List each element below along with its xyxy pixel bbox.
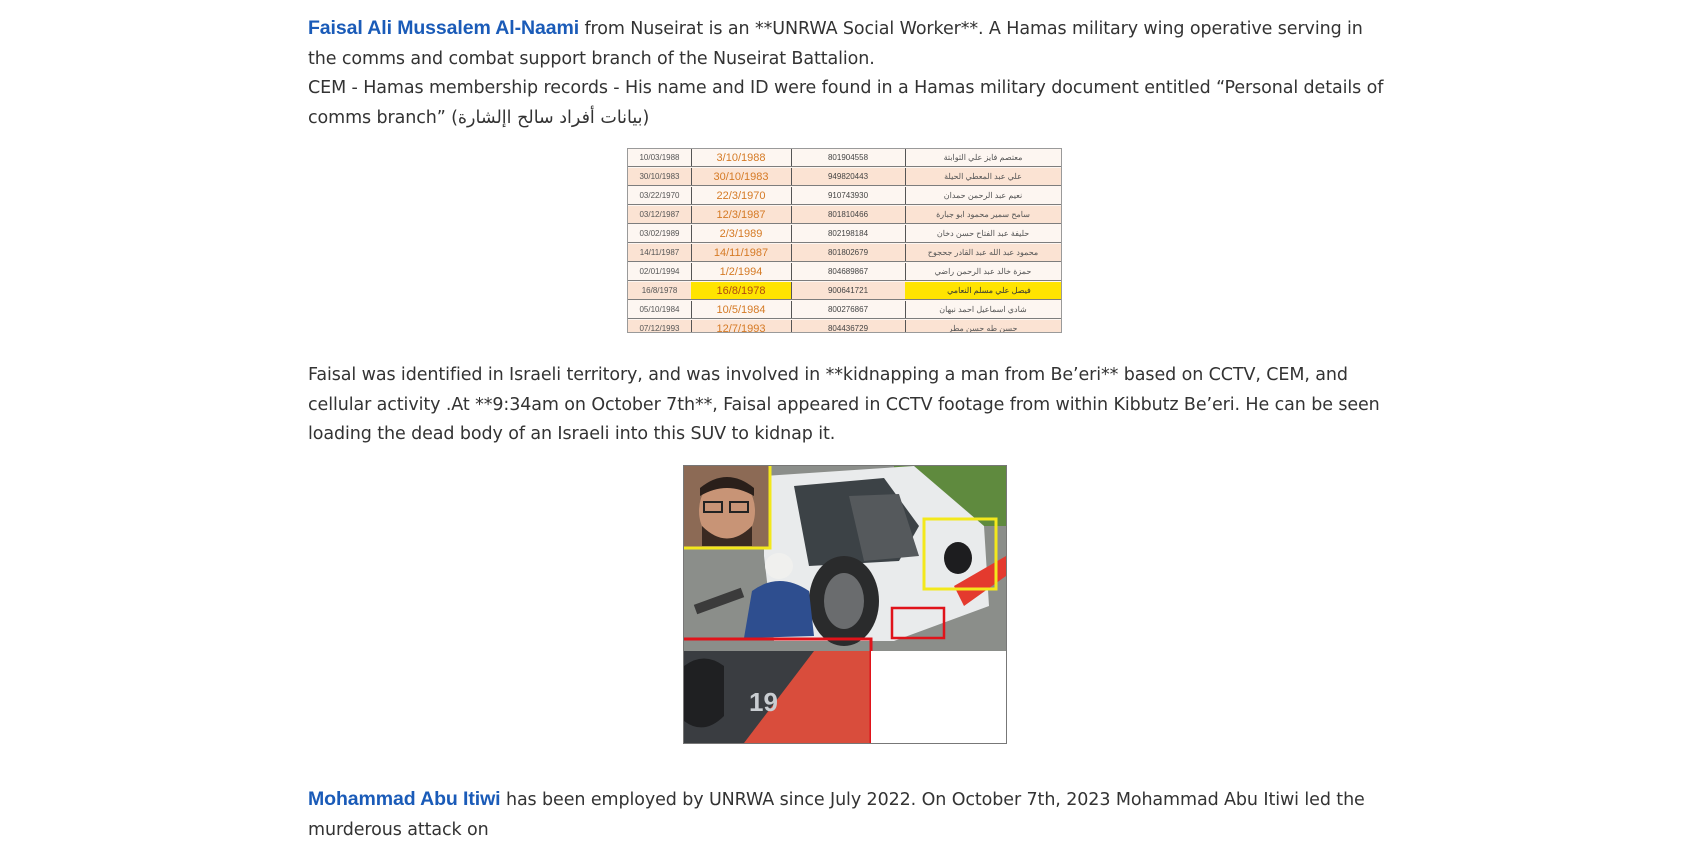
document-cell-d1: 05/10/1984 xyxy=(628,301,692,318)
person-name-link[interactable]: Faisal Ali Mussalem Al-Naami xyxy=(308,17,580,39)
document-cell-name: سامح سمير محمود ابو جبارة xyxy=(936,210,1030,219)
document-table-row xyxy=(628,244,1061,262)
cem-paragraph xyxy=(308,74,1388,133)
document-cell-id: 802198184 xyxy=(791,225,906,242)
cctv-paragraph xyxy=(308,361,1388,450)
document-cell-d1: 30/10/1983 xyxy=(628,168,692,185)
document-table-row xyxy=(628,206,1061,224)
document-cell-id: 801810466 xyxy=(791,206,906,223)
document-cell-d1: 10/03/1988 xyxy=(628,149,692,166)
document-cell-id: 804436729 xyxy=(791,320,906,333)
document-cell-name: حسن طه حسن مطر xyxy=(948,324,1018,333)
cctv-text: Faisal was identified in Israeli territory, and was involved in **kidnapping a man from Be’eri** based on CCTV, CEM, and cellular activity .At **9:34am on October 7th**, Faisal appeared in CCTV footage from within Kibbutz Be’eri. He can be seen loading the dead body of an Israeli into this SUV to kidnap it. xyxy=(308,365,1380,444)
document-cell-d2: 22/3/1970 xyxy=(691,187,792,204)
document-table-row xyxy=(628,282,1061,300)
document-cell-name: محمود عبد الله عبد القادر جحجوح xyxy=(927,248,1039,257)
document-cell-id: 900641721 xyxy=(791,282,906,299)
document-cell-name: فيصل علي مسلم النعامي xyxy=(905,282,1062,299)
document-cell-name: حليفة عبد الفتاح حسن دخان xyxy=(936,229,1030,238)
document-cell-d1: 03/12/1987 xyxy=(628,206,692,223)
second-person-paragraph xyxy=(308,785,1388,845)
document-cell-id: 804689867 xyxy=(791,263,906,280)
document-cell-id: 801904558 xyxy=(791,149,906,166)
document-cell-d1: 02/01/1994 xyxy=(628,263,692,280)
cctv-composite xyxy=(684,466,1006,743)
document-cell-name: معتصم فايز علي الثوابتة xyxy=(943,153,1023,162)
cem-text: CEM - Hamas membership records - His name and ID were found in a Hamas military document entitled “Personal details of comms branch” (بيانات أفراد سالح اإلشارة) xyxy=(308,78,1384,128)
second-person-text: has been employed by UNRWA since July 2022. On October 7th, 2023 Mohammad Abu Itiwi led the murderous attack on xyxy=(308,790,1365,840)
document-cell-d1: 16/8/1978 xyxy=(628,282,692,299)
document-table-row xyxy=(628,320,1061,333)
document-cell-d2: 1/2/1994 xyxy=(691,263,792,280)
document-cell-id: 800276867 xyxy=(791,301,906,318)
intro-text: from Nuseirat is an **UNRWA Social Worker**. A Hamas military wing operative serving in the comms and combat support branch of the Nuseirat Battalion. xyxy=(308,19,1363,69)
second-person-name-link[interactable]: Mohammad Abu Itiwi xyxy=(308,788,501,810)
plate-fragment-text: 19 xyxy=(749,687,778,717)
document-cell-name: نعيم عبد الرحمن حمدان xyxy=(943,191,1023,200)
document-cell-d2: 2/3/1989 xyxy=(691,225,792,242)
document-cell-d2: 14/11/1987 xyxy=(691,244,792,261)
document-table-row xyxy=(628,225,1061,243)
document-cell-d2: 30/10/1983 xyxy=(691,168,792,185)
document-cell-name: علي عبد المعطي الحيلة xyxy=(944,172,1022,181)
document-cell-d2: 16/8/1978 xyxy=(691,282,792,299)
document-cell-d1: 14/11/1987 xyxy=(628,244,692,261)
cctv-footage-image xyxy=(683,465,1007,744)
document-cell-id: 949820443 xyxy=(791,168,906,185)
document-cell-d1: 07/12/1993 xyxy=(628,320,692,333)
document-table-row xyxy=(628,168,1061,186)
document-cell-d2: 12/3/1987 xyxy=(691,206,792,223)
document-cell-d1: 03/22/1970 xyxy=(628,187,692,204)
intro-paragraph xyxy=(308,14,1388,74)
document-cell-d1: 03/02/1989 xyxy=(628,225,692,242)
document-cell-name: شادي اسماعيل احمد نبهان xyxy=(939,305,1027,314)
document-table-row xyxy=(628,263,1061,281)
document-cell-id: 801802679 xyxy=(791,244,906,261)
document-table-row xyxy=(628,301,1061,319)
membership-document-image xyxy=(627,148,1062,333)
document-cell-id: 910743930 xyxy=(791,187,906,204)
document-cell-name: حمزة خالد عبد الرحمن راضي xyxy=(934,267,1032,276)
document-table-row xyxy=(628,149,1061,167)
document-cell-d2: 12/7/1993 xyxy=(691,320,792,333)
document-table-row xyxy=(628,187,1061,205)
document-cell-d2: 10/5/1984 xyxy=(691,301,792,318)
document-cell-d2: 3/10/1988 xyxy=(691,149,792,166)
